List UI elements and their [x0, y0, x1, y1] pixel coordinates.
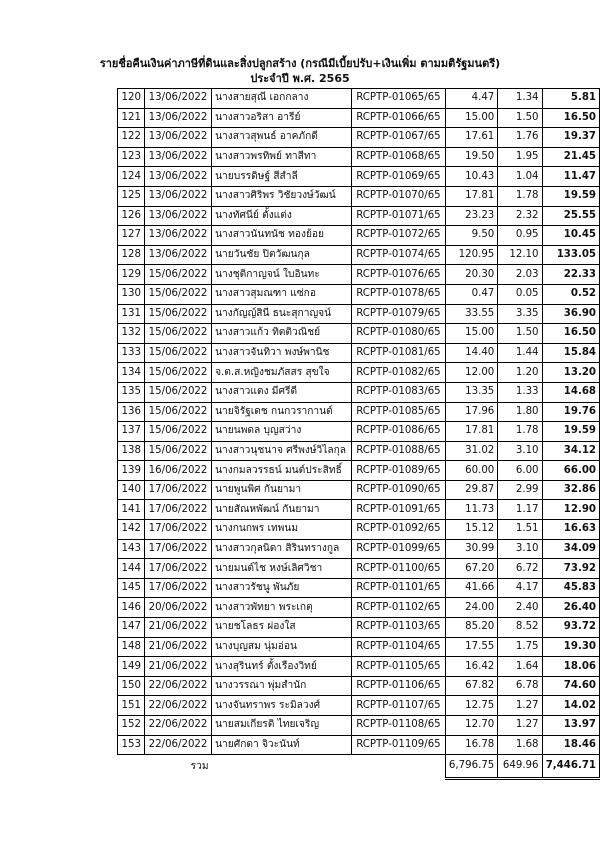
- row-date: 17/06/2022: [145, 480, 212, 500]
- row-receipt: RCPTP-01108/65: [351, 716, 445, 736]
- row-date: 13/06/2022: [145, 89, 212, 109]
- table-row: [118, 637, 600, 657]
- row-number: 150: [118, 676, 145, 696]
- row-receipt: RCPTP-01089/65: [351, 461, 445, 481]
- row-receipt: RCPTP-01109/65: [351, 735, 445, 755]
- row-number: 132: [118, 324, 145, 344]
- row-date: 13/06/2022: [145, 226, 212, 246]
- row-name: นางทัศนีย์ ตั้งแต่ง: [212, 206, 352, 226]
- row-extra: 1.04: [498, 167, 542, 187]
- row-amount: 20.30: [445, 265, 497, 285]
- table-row: [118, 500, 600, 520]
- table-row: [118, 343, 600, 363]
- row-date: 17/06/2022: [145, 578, 212, 598]
- summary-total: 7,446.71: [542, 755, 599, 779]
- row-name: นางสาวสุพนธ์ อาคภักดี: [212, 128, 352, 148]
- row-total: 19.37: [542, 128, 599, 148]
- row-receipt: RCPTP-01078/65: [351, 284, 445, 304]
- table-row: [118, 226, 600, 246]
- row-number: 122: [118, 128, 145, 148]
- row-amount: 31.02: [445, 441, 497, 461]
- row-receipt: RCPTP-01092/65: [351, 520, 445, 540]
- row-name: นางจันทราพร ระมิลวงศ์: [212, 696, 352, 716]
- row-date: 15/06/2022: [145, 324, 212, 344]
- table-row: [118, 618, 600, 638]
- row-total: 18.06: [542, 657, 599, 677]
- row-total: 36.90: [542, 304, 599, 324]
- row-name: นายวันชัย ปิตวัฒนกุล: [212, 245, 352, 265]
- table-row: [118, 676, 600, 696]
- row-number: 144: [118, 559, 145, 579]
- row-extra: 1.51: [498, 520, 542, 540]
- row-number: 152: [118, 716, 145, 736]
- table-row: [118, 167, 600, 187]
- table-row: [118, 716, 600, 736]
- table-row: [118, 598, 600, 618]
- row-amount: 15.00: [445, 324, 497, 344]
- row-amount: 33.55: [445, 304, 497, 324]
- summary-spacer: [212, 755, 352, 779]
- row-extra: 6.78: [498, 676, 542, 696]
- row-total: 19.76: [542, 402, 599, 422]
- row-date: 13/06/2022: [145, 186, 212, 206]
- row-receipt: RCPTP-01088/65: [351, 441, 445, 461]
- row-total: 45.83: [542, 578, 599, 598]
- row-extra: 8.52: [498, 618, 542, 638]
- table-row: [118, 108, 600, 128]
- row-date: 22/06/2022: [145, 735, 212, 755]
- row-amount: 60.00: [445, 461, 497, 481]
- row-total: 16.63: [542, 520, 599, 540]
- row-date: 17/06/2022: [145, 500, 212, 520]
- row-date: 21/06/2022: [145, 618, 212, 638]
- row-receipt: RCPTP-01082/65: [351, 363, 445, 383]
- row-date: 13/06/2022: [145, 108, 212, 128]
- row-receipt: RCPTP-01090/65: [351, 480, 445, 500]
- row-extra: 1.27: [498, 716, 542, 736]
- row-amount: 12.00: [445, 363, 497, 383]
- row-number: 133: [118, 343, 145, 363]
- row-name: นายชโลธร ผ่องใส: [212, 618, 352, 638]
- row-date: 20/06/2022: [145, 598, 212, 618]
- row-number: 136: [118, 402, 145, 422]
- row-total: 0.52: [542, 284, 599, 304]
- row-number: 125: [118, 186, 145, 206]
- row-extra: 1.27: [498, 696, 542, 716]
- row-date: 22/06/2022: [145, 676, 212, 696]
- summary-extra: 649.96: [498, 755, 542, 779]
- row-extra: 1.17: [498, 500, 542, 520]
- row-number: 126: [118, 206, 145, 226]
- row-number: 139: [118, 461, 145, 481]
- row-extra: 2.99: [498, 480, 542, 500]
- row-extra: 1.80: [498, 402, 542, 422]
- row-name: นางวรรณา พุ่มสำนัก: [212, 676, 352, 696]
- row-name: นางสาวจันทิวา พงษ์พานิช: [212, 343, 352, 363]
- row-total: 13.20: [542, 363, 599, 383]
- row-extra: 1.44: [498, 343, 542, 363]
- row-amount: 16.78: [445, 735, 497, 755]
- summary-row: [118, 755, 600, 779]
- row-receipt: RCPTP-01091/65: [351, 500, 445, 520]
- table-row: [118, 363, 600, 383]
- row-receipt: RCPTP-01104/65: [351, 637, 445, 657]
- row-name: นายมนต์ไช หงษ์เลิศวิชา: [212, 559, 352, 579]
- table-row: [118, 539, 600, 559]
- row-total: 19.30: [542, 637, 599, 657]
- row-amount: 30.99: [445, 539, 497, 559]
- row-receipt: RCPTP-01085/65: [351, 402, 445, 422]
- row-number: 128: [118, 245, 145, 265]
- row-name: นางกัญญ์สินี ธนะสุกาญจน์: [212, 304, 352, 324]
- summary-spacer: [118, 755, 145, 779]
- table-row: [118, 304, 600, 324]
- row-name: นายจิรัฐเดช กนกวรากานต์: [212, 402, 352, 422]
- refund-table-body: [118, 89, 600, 755]
- row-number: 129: [118, 265, 145, 285]
- row-receipt: RCPTP-01079/65: [351, 304, 445, 324]
- row-number: 124: [118, 167, 145, 187]
- row-number: 151: [118, 696, 145, 716]
- row-name: นางสาวพัทยา พระเกตุ: [212, 598, 352, 618]
- row-total: 93.72: [542, 618, 599, 638]
- row-amount: 120.95: [445, 245, 497, 265]
- row-receipt: RCPTP-01076/65: [351, 265, 445, 285]
- row-amount: 67.82: [445, 676, 497, 696]
- row-total: 5.81: [542, 89, 599, 109]
- table-row: [118, 128, 600, 148]
- table-row: [118, 147, 600, 167]
- row-number: 131: [118, 304, 145, 324]
- row-extra: 3.10: [498, 539, 542, 559]
- row-name: นายสมเกียรติ ไทยเจริญ: [212, 716, 352, 736]
- refund-table: [117, 88, 600, 780]
- row-date: 21/06/2022: [145, 637, 212, 657]
- row-date: 15/06/2022: [145, 304, 212, 324]
- row-receipt: RCPTP-01101/65: [351, 578, 445, 598]
- table-row: [118, 206, 600, 226]
- row-date: 17/06/2022: [145, 539, 212, 559]
- summary-amount: 6,796.75: [445, 755, 497, 779]
- row-number: 146: [118, 598, 145, 618]
- table-row: [118, 324, 600, 344]
- row-receipt: RCPTP-01068/65: [351, 147, 445, 167]
- row-number: 145: [118, 578, 145, 598]
- summary-section: [118, 755, 600, 779]
- row-receipt: RCPTP-01099/65: [351, 539, 445, 559]
- row-receipt: RCPTP-01086/65: [351, 422, 445, 442]
- row-amount: 17.81: [445, 186, 497, 206]
- row-extra: 3.10: [498, 441, 542, 461]
- row-extra: 1.78: [498, 422, 542, 442]
- row-total: 133.05: [542, 245, 599, 265]
- row-amount: 13.35: [445, 382, 497, 402]
- row-amount: 17.61: [445, 128, 497, 148]
- table-row: [118, 245, 600, 265]
- row-amount: 19.50: [445, 147, 497, 167]
- row-receipt: RCPTP-01081/65: [351, 343, 445, 363]
- row-extra: 1.76: [498, 128, 542, 148]
- row-number: 138: [118, 441, 145, 461]
- row-date: 15/06/2022: [145, 402, 212, 422]
- row-total: 66.00: [542, 461, 599, 481]
- row-extra: 1.68: [498, 735, 542, 755]
- row-total: 19.59: [542, 422, 599, 442]
- row-total: 26.40: [542, 598, 599, 618]
- row-total: 15.84: [542, 343, 599, 363]
- row-amount: 29.87: [445, 480, 497, 500]
- row-name: นางสาวอริสา อารีย์: [212, 108, 352, 128]
- row-number: 123: [118, 147, 145, 167]
- row-date: 13/06/2022: [145, 128, 212, 148]
- row-extra: 2.32: [498, 206, 542, 226]
- row-receipt: RCPTP-01072/65: [351, 226, 445, 246]
- table-row: [118, 382, 600, 402]
- table-row: [118, 657, 600, 677]
- row-extra: 1.34: [498, 89, 542, 109]
- row-amount: 12.70: [445, 716, 497, 736]
- row-total: 10.45: [542, 226, 599, 246]
- row-receipt: RCPTP-01100/65: [351, 559, 445, 579]
- row-extra: 6.00: [498, 461, 542, 481]
- table-row: [118, 520, 600, 540]
- row-date: 15/06/2022: [145, 343, 212, 363]
- table-row: [118, 441, 600, 461]
- row-name: นางสาวสุมณฑา แซ่กอ: [212, 284, 352, 304]
- row-receipt: RCPTP-01083/65: [351, 382, 445, 402]
- row-extra: 2.40: [498, 598, 542, 618]
- row-number: 142: [118, 520, 145, 540]
- summary-spacer: [351, 755, 445, 779]
- row-date: 15/06/2022: [145, 441, 212, 461]
- row-name: นางบุญสม นุ่มอ่อน: [212, 637, 352, 657]
- row-date: 13/06/2022: [145, 206, 212, 226]
- row-amount: 67.20: [445, 559, 497, 579]
- row-name: นางสาวศิริพร วิชัยวงษ์วัฒน์: [212, 186, 352, 206]
- row-extra: 12.10: [498, 245, 542, 265]
- row-date: 22/06/2022: [145, 716, 212, 736]
- row-extra: 1.50: [498, 108, 542, 128]
- row-number: 127: [118, 226, 145, 246]
- row-receipt: RCPTP-01080/65: [351, 324, 445, 344]
- row-extra: 1.78: [498, 186, 542, 206]
- row-total: 74.60: [542, 676, 599, 696]
- row-date: 15/06/2022: [145, 284, 212, 304]
- row-name: นายพูนพิศ กันยามา: [212, 480, 352, 500]
- row-number: 149: [118, 657, 145, 677]
- row-name: นางสาวนุชนาจ ศรีพงษ์วิไลกุล: [212, 441, 352, 461]
- row-amount: 41.66: [445, 578, 497, 598]
- row-date: 17/06/2022: [145, 559, 212, 579]
- row-extra: 0.95: [498, 226, 542, 246]
- table-row: [118, 578, 600, 598]
- row-receipt: RCPTP-01066/65: [351, 108, 445, 128]
- row-amount: 23.23: [445, 206, 497, 226]
- row-name: นางสาวรัชนู พันภัย: [212, 578, 352, 598]
- table-row: [118, 735, 600, 755]
- row-name: จ.ต.ส.หญิงชมภัสสร สุขใจ: [212, 363, 352, 383]
- row-number: 143: [118, 539, 145, 559]
- row-extra: 1.33: [498, 382, 542, 402]
- row-extra: 1.64: [498, 657, 542, 677]
- document-title: รายชื่อคืนเงินค่าภาษีที่ดินและสิ่งปลูกสร้าง (กรณีมีเบี้ยปรับ+เงินเพิ่ม ตามมติรัฐมนตรี): [99, 57, 501, 70]
- row-extra: 1.75: [498, 637, 542, 657]
- row-amount: 10.43: [445, 167, 497, 187]
- row-receipt: RCPTP-01102/65: [351, 598, 445, 618]
- row-date: 17/06/2022: [145, 520, 212, 540]
- row-amount: 9.50: [445, 226, 497, 246]
- row-total: 21.45: [542, 147, 599, 167]
- row-name: นางกมลวรรธน์ มนต์ประสิทธิ์: [212, 461, 352, 481]
- row-receipt: RCPTP-01070/65: [351, 186, 445, 206]
- row-name: นางสาวนันทนัช ทองย้อย: [212, 226, 352, 246]
- row-amount: 17.96: [445, 402, 497, 422]
- row-amount: 24.00: [445, 598, 497, 618]
- row-receipt: RCPTP-01103/65: [351, 618, 445, 638]
- row-receipt: RCPTP-01074/65: [351, 245, 445, 265]
- row-total: 16.50: [542, 324, 599, 344]
- row-number: 147: [118, 618, 145, 638]
- row-number: 120: [118, 89, 145, 109]
- row-amount: 15.00: [445, 108, 497, 128]
- row-amount: 12.75: [445, 696, 497, 716]
- row-amount: 85.20: [445, 618, 497, 638]
- row-total: 25.55: [542, 206, 599, 226]
- row-extra: 1.50: [498, 324, 542, 344]
- row-number: 134: [118, 363, 145, 383]
- row-amount: 4.47: [445, 89, 497, 109]
- row-number: 148: [118, 637, 145, 657]
- row-amount: 14.40: [445, 343, 497, 363]
- row-number: 153: [118, 735, 145, 755]
- row-receipt: RCPTP-01107/65: [351, 696, 445, 716]
- row-name: นางสายสุณี เอกกลาง: [212, 89, 352, 109]
- table-row: [118, 559, 600, 579]
- row-total: 14.68: [542, 382, 599, 402]
- table-row: [118, 461, 600, 481]
- row-total: 73.92: [542, 559, 599, 579]
- row-date: 13/06/2022: [145, 167, 212, 187]
- row-total: 13.97: [542, 716, 599, 736]
- table-row: [118, 696, 600, 716]
- table-row: [118, 402, 600, 422]
- row-amount: 11.73: [445, 500, 497, 520]
- row-receipt: RCPTP-01106/65: [351, 676, 445, 696]
- row-date: 15/06/2022: [145, 265, 212, 285]
- row-total: 19.59: [542, 186, 599, 206]
- row-number: 135: [118, 382, 145, 402]
- row-total: 34.09: [542, 539, 599, 559]
- row-number: 137: [118, 422, 145, 442]
- row-name: นายนพดล บุญสว่าง: [212, 422, 352, 442]
- row-amount: 15.12: [445, 520, 497, 540]
- table-row: [118, 186, 600, 206]
- row-total: 12.90: [542, 500, 599, 520]
- row-extra: 0.05: [498, 284, 542, 304]
- row-name: นางสาวกุลนิดา สิรินทรางกูล: [212, 539, 352, 559]
- row-name: นางชุติกาญจน์ ใบอินทะ: [212, 265, 352, 285]
- row-total: 18.46: [542, 735, 599, 755]
- row-receipt: RCPTP-01105/65: [351, 657, 445, 677]
- row-total: 34.12: [542, 441, 599, 461]
- row-amount: 17.81: [445, 422, 497, 442]
- row-date: 13/06/2022: [145, 245, 212, 265]
- table-row: [118, 89, 600, 109]
- row-total: 14.02: [542, 696, 599, 716]
- row-name: นางกนกพร เทพนม: [212, 520, 352, 540]
- row-amount: 16.42: [445, 657, 497, 677]
- row-total: 16.50: [542, 108, 599, 128]
- row-receipt: RCPTP-01071/65: [351, 206, 445, 226]
- row-date: 21/06/2022: [145, 657, 212, 677]
- row-date: 22/06/2022: [145, 696, 212, 716]
- row-date: 13/06/2022: [145, 147, 212, 167]
- row-extra: 2.03: [498, 265, 542, 285]
- row-total: 11.47: [542, 167, 599, 187]
- row-date: 15/06/2022: [145, 382, 212, 402]
- row-name: นายบรรดิษฐ์ สีสำลี: [212, 167, 352, 187]
- row-name: นางสาวแก้ว ทิตติวณิชย์: [212, 324, 352, 344]
- row-total: 32.86: [542, 480, 599, 500]
- row-extra: 4.17: [498, 578, 542, 598]
- row-amount: 0.47: [445, 284, 497, 304]
- row-number: 141: [118, 500, 145, 520]
- row-amount: 17.55: [445, 637, 497, 657]
- row-extra: 1.20: [498, 363, 542, 383]
- row-receipt: RCPTP-01069/65: [351, 167, 445, 187]
- row-name: นายสัณหพัฒน์ กันยามา: [212, 500, 352, 520]
- row-extra: 1.95: [498, 147, 542, 167]
- summary-label: รวม: [190, 760, 209, 772]
- row-name: นางสาวพรทิพย์ ทาสีทา: [212, 147, 352, 167]
- row-number: 140: [118, 480, 145, 500]
- row-name: นางสาวแดง มีศรีดี: [212, 382, 352, 402]
- table-row: [118, 480, 600, 500]
- row-extra: 3.35: [498, 304, 542, 324]
- row-number: 121: [118, 108, 145, 128]
- table-row: [118, 265, 600, 285]
- row-receipt: RCPTP-01067/65: [351, 128, 445, 148]
- row-extra: 6.72: [498, 559, 542, 579]
- row-date: 15/06/2022: [145, 363, 212, 383]
- row-number: 130: [118, 284, 145, 304]
- row-receipt: RCPTP-01065/65: [351, 89, 445, 109]
- row-name: นายศักดา จิวะนันท์: [212, 735, 352, 755]
- table-row: [118, 284, 600, 304]
- row-total: 22.33: [542, 265, 599, 285]
- document-subtitle: ประจำปี พ.ศ. 2565: [250, 72, 350, 85]
- table-row: [118, 422, 600, 442]
- row-date: 15/06/2022: [145, 422, 212, 442]
- row-name: นางสุรินทร์ ตั้งเรืองวิทย์: [212, 657, 352, 677]
- row-date: 16/06/2022: [145, 461, 212, 481]
